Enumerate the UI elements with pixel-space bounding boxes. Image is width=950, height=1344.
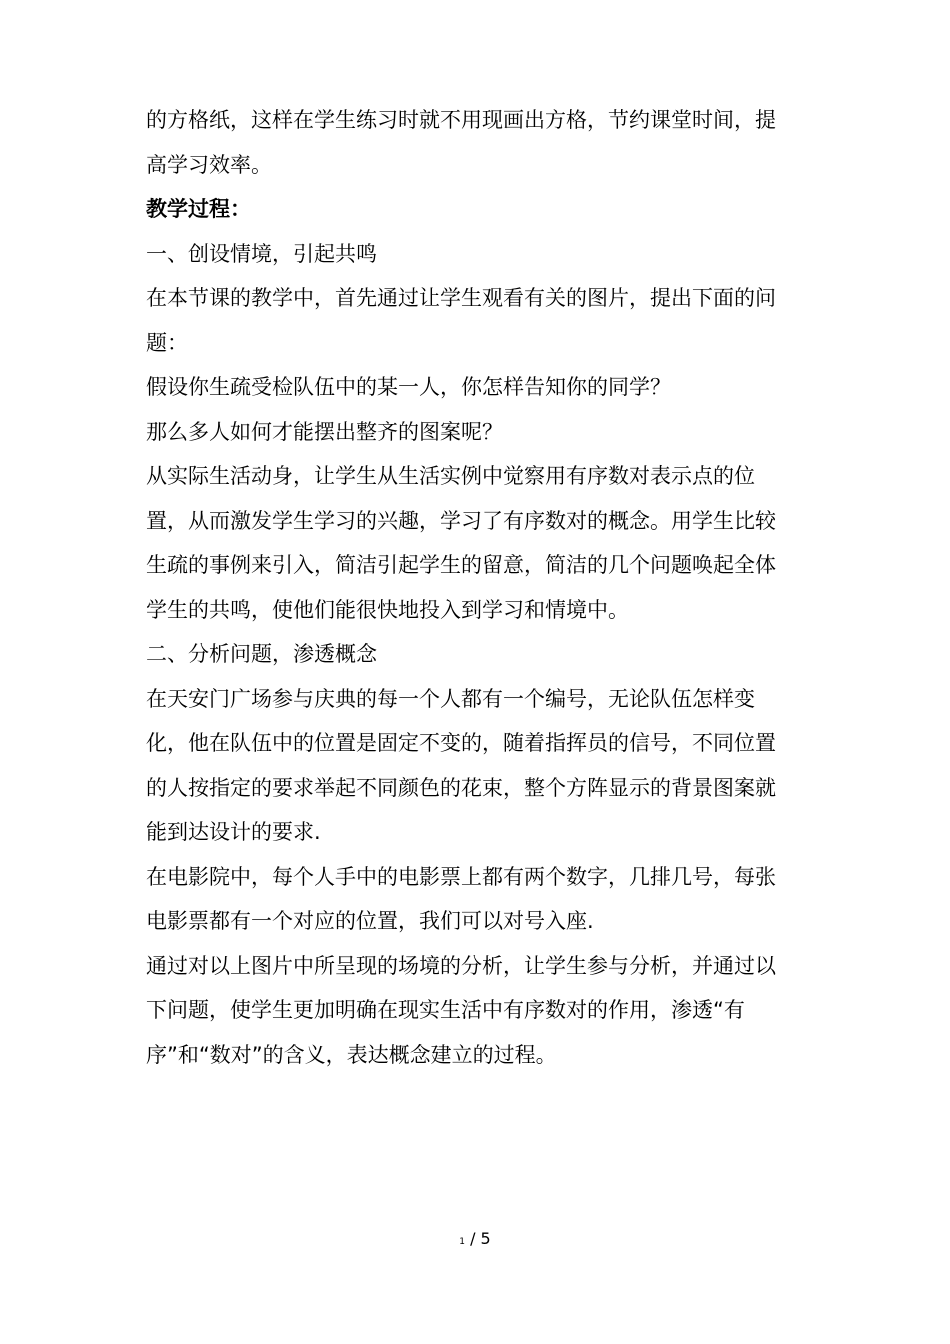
text-line: 在本节课的教学中，首先通过让学生观看有关的图片，提出下面的问 [146, 286, 776, 310]
total-pages: / 5 [464, 1229, 491, 1248]
text-line: 二、分析问题，渗透概念 [146, 642, 377, 666]
paragraph [146, 232, 806, 277]
paragraph [146, 365, 806, 410]
text-line: 在电影院中，每个人手中的电影票上都有两个数字，几排几号，每张 [146, 864, 776, 889]
text-line: 在天安门广场参与庆典的每一个人都有一个编号，无论队伍怎样变 [146, 686, 755, 711]
text-line: 假设你生疏受检队伍中的某一人，你怎样告知你的同学？ [146, 375, 671, 399]
text-line: 生疏的事例来引入，简洁引起学生的留意，简洁的几个问题唤起全体 [146, 553, 776, 577]
current-page-number: 1 [459, 1237, 465, 1247]
text-line: 学生的共鸣，使他们能很快地投入到学习和情境中。 [146, 597, 629, 622]
paragraph [146, 944, 806, 1078]
text-line: 的方格纸，这样在学生练习时就不用现画出方格，节约课堂时间，提 [146, 108, 776, 132]
text-line: 题： [146, 330, 188, 355]
paragraph [146, 855, 806, 944]
page-number [0, 1228, 950, 1253]
text-line: 高学习效率。 [146, 152, 272, 177]
text-line: 一、创设情境，引起共鸣 [146, 241, 377, 266]
paragraph [146, 677, 806, 855]
text-line: 的人按指定的要求举起不同颜色的花束，整个方阵显示的背景图案就 [146, 775, 776, 800]
paragraph [146, 454, 806, 632]
paragraph [146, 276, 806, 365]
paragraph [146, 410, 806, 455]
text-line: 下问题，使学生更加明确在现实生活中有序数对的作用，渗透“有 [146, 998, 745, 1022]
paragraph [146, 98, 806, 187]
text-line: 化，他在队伍中的位置是固定不变的，随着指挥员的信号，不同位置 [146, 731, 776, 755]
text-line: 通过对以上图片中所呈现的场境的分析，让学生参与分析，并通过以 [146, 953, 776, 978]
text-line: 序”和“数对”的含义，表达概念建立的过程。 [146, 1042, 557, 1067]
text-line: 置，从而激发学生学习的兴趣，学习了有序数对的概念。用学生比较 [146, 508, 776, 533]
text-line: 那么多人如何才能摆出整齐的图案呢？ [146, 419, 503, 444]
paragraph [146, 632, 806, 677]
document-body [146, 98, 806, 1077]
text-line: 教学过程： [146, 197, 251, 221]
text-line: 能到达设计的要求. [146, 820, 321, 844]
text-line: 电影票都有一个对应的位置，我们可以对号入座. [146, 909, 594, 933]
text-line: 从实际生活动身，让学生从生活实例中觉察用有序数对表示点的位 [146, 464, 755, 488]
section-heading [146, 187, 806, 232]
